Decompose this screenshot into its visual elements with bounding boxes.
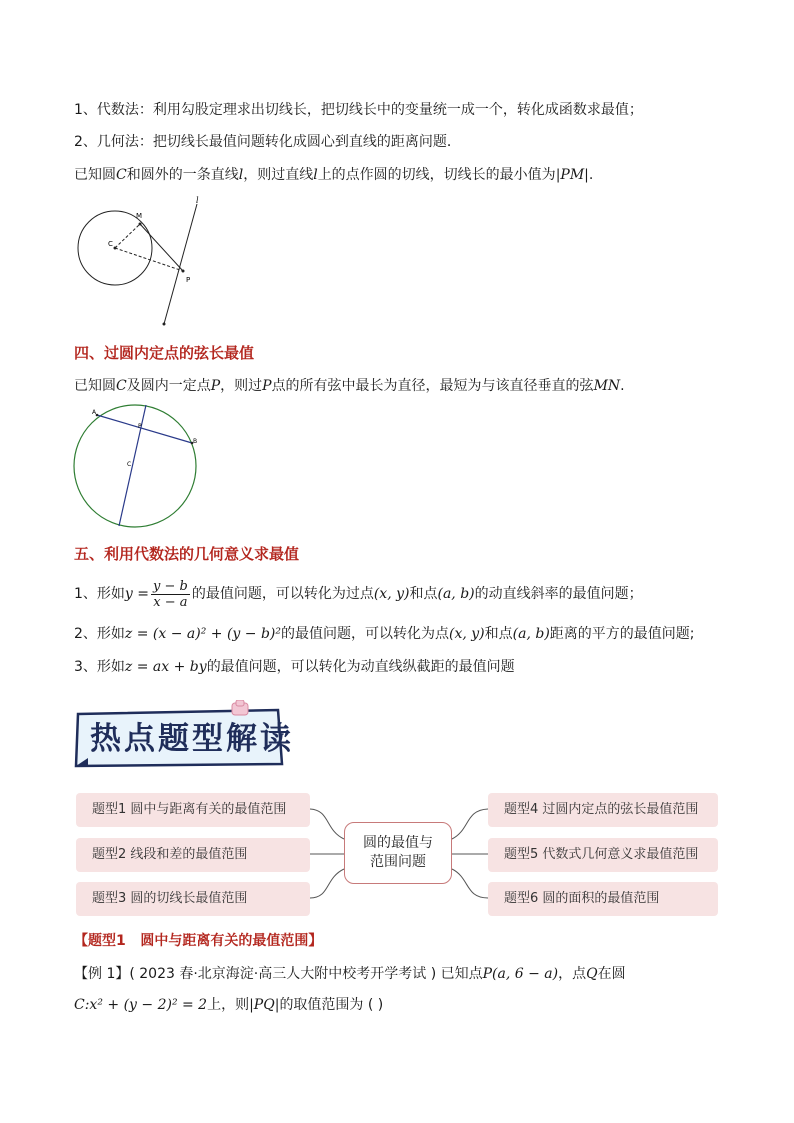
numerator: y − b	[153, 578, 188, 594]
text: 2、形如	[74, 626, 125, 642]
tangent-figure	[70, 196, 230, 332]
text: 【例 1】( 2023 春·北京海淀·高三人大附中校考开学考试 ) 已知点	[74, 966, 483, 982]
text: 及圆内一定点	[126, 378, 211, 394]
mindmap-right-3: 题型6 圆的面积的最值范围	[488, 882, 718, 916]
text: 已知圆	[74, 167, 116, 183]
text: 的动直线斜率的最值问题；	[474, 586, 643, 602]
label-c: C	[127, 461, 132, 468]
label-p: P	[186, 276, 191, 284]
text: ，则过直线	[243, 167, 314, 183]
text: .	[620, 378, 625, 394]
banner-title: 热点题型解读	[90, 721, 294, 757]
math-pq: |PQ|	[249, 997, 280, 1013]
math-point: (x, y)	[373, 586, 410, 602]
text: 上的点作圆的切线，切线长的最小值为	[317, 167, 556, 183]
mindmap-center	[344, 822, 452, 884]
math-expr: z = (x − a)² + (y − b)²	[124, 626, 282, 642]
text: 的取值范围为 ( )	[279, 997, 384, 1013]
math-mn: MN	[593, 378, 621, 394]
math-expr: z = ax + by	[124, 659, 207, 675]
math-q: Q	[586, 966, 598, 982]
math-c: C	[116, 378, 127, 394]
label-p: P	[138, 423, 142, 430]
section5-item1	[74, 577, 643, 611]
method-conclusion	[74, 165, 593, 185]
center-line-1: 圆的最值与	[363, 835, 433, 851]
mindmap-left-2: 题型2 线段和差的最值范围	[76, 838, 310, 872]
math-point: (x, y)	[449, 626, 485, 642]
label-a: A	[92, 409, 97, 416]
math-point: (a, b)	[512, 626, 550, 642]
math-p: P	[210, 378, 221, 394]
math-y: y =	[124, 586, 150, 602]
text: 和圆外的一条直线	[126, 167, 239, 183]
math-circle: C:x² + (y − 2)² = 2	[74, 997, 208, 1013]
chord-figure	[70, 402, 202, 530]
mindmap-left-3: 题型3 圆的切线长最值范围	[76, 882, 310, 916]
section4-heading: 四、过圆内定点的弦长最值	[74, 344, 255, 362]
text: 的最值问题，可以转化为点	[281, 626, 450, 642]
fraction	[151, 579, 190, 610]
text: 和点	[409, 586, 438, 602]
math-l: l	[313, 167, 318, 183]
mindmap-left-1: 题型1 圆中与距离有关的最值范围	[76, 793, 310, 827]
method-algebraic: 1、代数法：利用勾股定理求出切线长，把切线长中的变量统一成一个，转化成函数求最值；	[74, 102, 643, 118]
math-p: P	[262, 378, 272, 394]
denominator: x − a	[153, 594, 188, 610]
math-pm: |PM|	[555, 167, 589, 183]
text: 和点	[484, 626, 513, 642]
text: 在圆	[597, 966, 626, 982]
section5-item2	[74, 624, 695, 644]
math-point: (a, b)	[437, 586, 475, 602]
math-point-p: P(a, 6 − a)	[482, 966, 559, 982]
text: 距离的平方的最值问题;	[549, 626, 695, 642]
mindmap-right-2: 题型5 代数式几何意义求最值范围	[488, 838, 718, 872]
section4-text	[74, 376, 625, 396]
text: 已知圆	[74, 378, 116, 394]
text: 3、形如	[74, 659, 125, 675]
center-line-2: 范围问题	[370, 854, 426, 870]
text: 1、形如	[74, 586, 125, 602]
math-c: C	[116, 167, 127, 183]
label-l: l	[196, 196, 199, 205]
text: 的最值问题，可以转化为动直线纵截距的最值问题	[206, 659, 515, 675]
text: 上，则	[207, 997, 250, 1013]
section5-heading: 五、利用代数法的几何意义求最值	[74, 545, 300, 563]
label-m: M	[136, 212, 143, 220]
label-b: B	[193, 438, 198, 445]
text: ，点	[558, 966, 587, 982]
section5-item3	[74, 657, 515, 677]
text: ，则过	[220, 378, 263, 394]
text: 点的所有弦中最长为直径，最短为与该直径垂直的弦	[271, 378, 594, 394]
math-l: l	[238, 167, 244, 183]
example1-line1	[74, 964, 626, 984]
mindmap-right-1: 题型4 过圆内定点的弦长最值范围	[488, 793, 718, 827]
label-c: C	[108, 240, 113, 248]
type1-title: 【题型1 圆中与距离有关的最值范围】	[74, 933, 323, 949]
method-geometric: 2、几何法：把切线长最值问题转化成圆心到直线的距离问题．	[74, 134, 461, 150]
text: 的最值问题，可以转化为过点	[191, 586, 374, 602]
text: .	[588, 167, 594, 183]
example1-line2	[74, 995, 383, 1015]
